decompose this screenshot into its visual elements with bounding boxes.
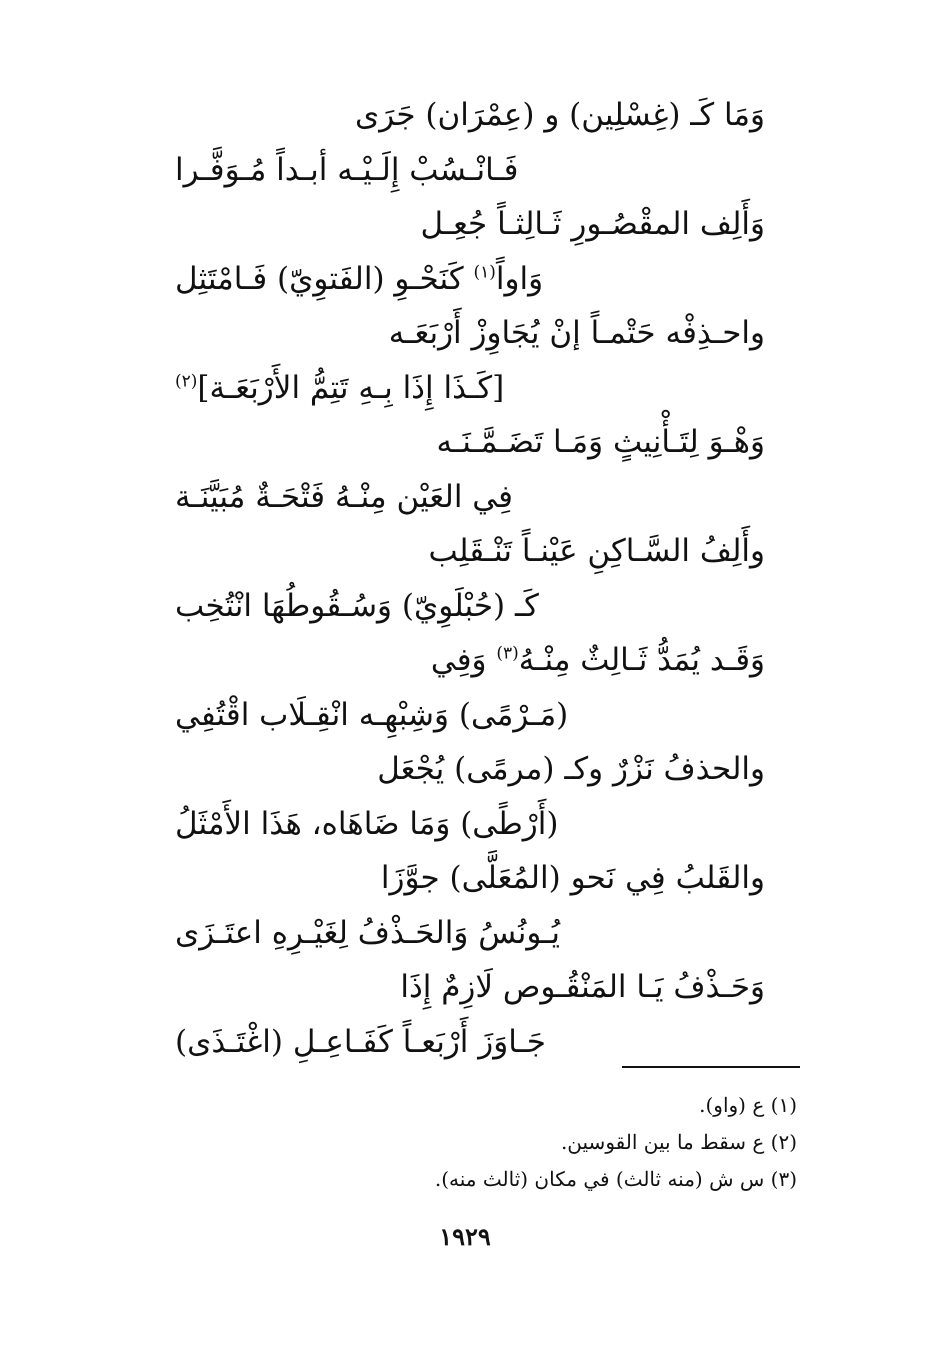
verse-text: [كَـذَا إِذَا بِـهِ تَتِمُّ الأَرْبَعَـة] (197, 369, 505, 406)
verse-line-5 (150, 306, 790, 361)
verse-text: (أَرْطًى) وَمَا ضَاهَاه، هَذَا الأَمْثَلُ (175, 805, 559, 842)
verse-block (150, 88, 790, 1069)
footnote-marker: (٣) (496, 643, 519, 664)
verse-line-17 (150, 960, 790, 1015)
verse-line-10 (150, 579, 790, 634)
footnote-3: (٣) س ش (منه ثالث) في مكان (ثالث منه). (434, 1167, 797, 1191)
verse-line-15 (150, 851, 790, 906)
verse-line-7 (150, 415, 790, 470)
verse-text-after: وَفِي (430, 642, 497, 678)
verse-text: فَـانْـسُبْ إِلَـيْـه أبـداً مُـوَفَّـرا (175, 151, 519, 188)
verse-text: يُـونُسُ وَالحَـذْفُ لِغَيْـرِهِ اعتَـزَى (175, 914, 561, 951)
verse-text: كَـ (حُبْلَوِيّ) وَسُـقُوطُهَا انْتُخِب (175, 587, 539, 624)
footnote-2: (٢) ع سقط ما بين القوسين. (560, 1130, 797, 1154)
verse-text: وَحَـذْفُ يَـا المَنْقُـوص لَازِمٌ إِذَا (400, 969, 765, 1005)
verse-line-9 (150, 524, 790, 579)
verse-line-1 (150, 88, 790, 143)
verse-line-3 (150, 197, 790, 252)
footnotes (197, 1087, 797, 1198)
verse-text: وَاواً (495, 260, 544, 297)
verse-text: جَـاوَزَ أَرْبَعـاً كَفَـاعِـلِ (اغْتَـذَى) (175, 1023, 546, 1060)
verse-text: فِي العَيْن مِنْـهُ فَتْحَـةٌ مُبَيَّنَـة (175, 478, 513, 515)
verse-line-2 (150, 143, 790, 198)
verse-line-11 (150, 633, 790, 688)
verse-text: وأَلِفُ السَّـاكِنِ عَيْنـاً تَنْـقَلِب (428, 533, 765, 569)
verse-line-13 (150, 742, 790, 797)
verse-text: (مَـرْمًى) وَشِبْهِـه انْقِـلَاب اقْتُفِي (175, 696, 569, 733)
verse-text: وَأَلِف المقْصُـورِ ثَـالِثـاً جُعِـل (420, 206, 765, 242)
verse-line-12 (150, 688, 790, 743)
verse-text-after: كَنَحْـوِ (الفَتوِيّ) فَـامْتَثِل (175, 260, 474, 297)
verse-line-4 (150, 252, 790, 307)
footnote-marker: (٢) (175, 371, 198, 392)
verse-text: والقَلبُ فِي نَحو (المُعَلَّى) جوَّزَا (380, 860, 765, 896)
page-number: ١٩٢٩ (439, 1222, 491, 1251)
verse-line-8 (150, 470, 790, 525)
verse-line-6 (150, 361, 790, 416)
verse-line-16 (150, 906, 790, 961)
verse-text: وَقَـد يُمَدُّ ثَـالِثٌ مِنْـهُ (518, 642, 765, 678)
verse-text: والحذفُ نَزْرٌ وكـ (مرمًى) يُجْعَل (377, 751, 765, 787)
footnote-separator (622, 1066, 800, 1068)
footnote-1: (١) ع (واو). (699, 1093, 797, 1117)
verse-line-14 (150, 797, 790, 852)
verse-text: وَهْـوَ لِتَـأْنِيثٍ وَمَـا تَضَـمَّـنَـه (436, 424, 765, 460)
verse-line-18 (150, 1015, 790, 1070)
footnote-marker: (١) (473, 262, 496, 283)
verse-text: واحـذِفْه حَتْمـاً إنْ يُجَاوِزْ أَرْبَعَـه (388, 315, 765, 351)
verse-text: وَمَا كَـ (غِسْلِين) و (عِمْرَان) جَرَى (355, 97, 765, 133)
